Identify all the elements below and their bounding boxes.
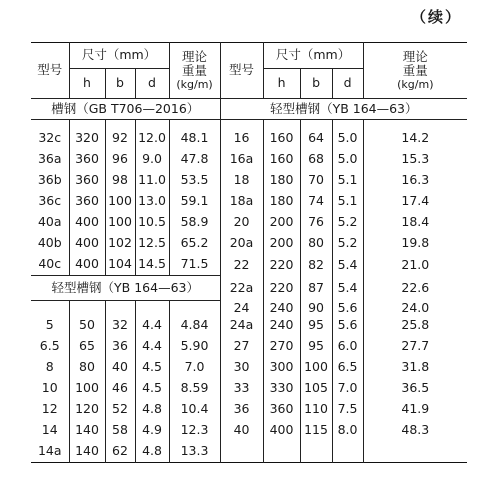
- section-title-left: 槽钢（GB T706—2016）: [31, 99, 220, 120]
- spacer-cell: [363, 120, 467, 129]
- spacer-cell: [220, 441, 263, 463]
- cell-weight: 41.9: [363, 399, 467, 420]
- table-row: [31, 441, 467, 463]
- section-title-right: 轻型槽钢（YB 164—63）: [220, 99, 467, 120]
- cell-h: 360: [69, 149, 105, 170]
- table-row: [31, 212, 467, 233]
- cell-model: 24: [220, 301, 263, 315]
- cell-h: 200: [263, 233, 300, 254]
- cell-weight: 13.3: [169, 441, 220, 463]
- cell-weight: 21.0: [363, 254, 467, 276]
- cell-weight: 27.7: [363, 336, 467, 357]
- cell-h: 240: [263, 315, 300, 336]
- table-row: [31, 301, 467, 315]
- cell-weight: 48.1: [169, 128, 220, 149]
- cell-model: 22: [220, 254, 263, 276]
- cell-model: 18: [220, 170, 263, 191]
- cell-weight: 71.5: [169, 254, 220, 276]
- cell-d: 5.4: [332, 254, 363, 276]
- cell-model: 36a: [37, 151, 62, 167]
- cell-d: 12.0: [135, 128, 169, 149]
- cell-model: 16: [220, 128, 263, 149]
- table-row: [31, 315, 467, 336]
- cell-model: 10: [41, 380, 58, 396]
- cell-b: 68: [300, 149, 332, 170]
- cell-b: 100: [105, 191, 135, 212]
- cell-model: 32c: [38, 130, 62, 146]
- cell-d: 5.6: [332, 301, 363, 315]
- header-size: 尺寸（mm）: [69, 43, 169, 69]
- table-row: [31, 336, 467, 357]
- cell-weight: 17.4: [363, 191, 467, 212]
- cell-weight: 5.90: [169, 336, 220, 357]
- cell-b: 74: [300, 191, 332, 212]
- table-row: [31, 378, 467, 399]
- table-row: [31, 120, 467, 129]
- spacer-cell: [300, 120, 332, 129]
- cell-model: 5: [45, 317, 54, 333]
- spacer-cell: [332, 441, 363, 463]
- cell-model: 30: [220, 357, 263, 378]
- cell-b: 32: [105, 315, 135, 336]
- cell-model: 12: [41, 401, 58, 417]
- cell-b: 76: [300, 212, 332, 233]
- cell-h: 360: [263, 399, 300, 420]
- cell-weight: 22.6: [363, 276, 467, 301]
- cell-model: 33: [220, 378, 263, 399]
- spacer-cell: [169, 120, 220, 129]
- cell-h: 50: [69, 315, 105, 336]
- header-size-right: 尺寸（mm）: [263, 43, 363, 69]
- cell-h: 400: [69, 233, 105, 254]
- table-row: [31, 149, 467, 170]
- cell-h: 360: [69, 191, 105, 212]
- cell-h: 360: [69, 170, 105, 191]
- cell-b: 95: [300, 336, 332, 357]
- cell-model: 36b: [37, 172, 62, 188]
- cell-model: 18a: [220, 191, 263, 212]
- spacer-cell: [31, 120, 69, 129]
- cell-h: 140: [69, 420, 105, 441]
- cell-b: 58: [105, 420, 135, 441]
- cell-model: 40b: [37, 235, 62, 251]
- cell-b: 64: [300, 128, 332, 149]
- cell-d: 4.5: [135, 357, 169, 378]
- cell-b: 95: [300, 315, 332, 336]
- cell-d: 5.2: [332, 212, 363, 233]
- cell-d: 9.0: [135, 149, 169, 170]
- spacer-cell: [332, 120, 363, 129]
- section-title-row: [31, 99, 467, 120]
- cell-model: 6.5: [39, 338, 60, 354]
- header-weight-line1-right: 理论: [402, 48, 428, 64]
- cell-h: 160: [263, 128, 300, 149]
- cell-model: 20a: [220, 233, 263, 254]
- cell-weight: 65.2: [169, 233, 220, 254]
- cell-b: 110: [300, 399, 332, 420]
- cell-d: 4.8: [135, 399, 169, 420]
- cell-h: 240: [263, 301, 300, 315]
- cell-model: 27: [220, 336, 263, 357]
- cell-weight: 59.1: [169, 191, 220, 212]
- cell-model: 36: [220, 399, 263, 420]
- cell-weight: 31.8: [363, 357, 467, 378]
- header-weight-unit-right: (kg/m): [397, 77, 434, 91]
- table-row: [31, 399, 467, 420]
- cell-model: 40a: [37, 214, 62, 230]
- cell-d: 7.5: [332, 399, 363, 420]
- cell-d: 11.0: [135, 170, 169, 191]
- cell-b: 98: [105, 170, 135, 191]
- cell-b: 82: [300, 254, 332, 276]
- cell-model: 20: [220, 212, 263, 233]
- cell-model: 36c: [38, 193, 62, 209]
- spacer-cell: [300, 441, 332, 463]
- cell-d: 4.4: [135, 315, 169, 336]
- cell-d: 4.9: [135, 420, 169, 441]
- spacer-cell: [220, 120, 263, 129]
- cell-b: 102: [105, 233, 135, 254]
- cell-b: 115: [300, 420, 332, 441]
- cell-model: 14: [41, 422, 58, 438]
- cell-weight: 58.9: [169, 212, 220, 233]
- table-row: [31, 170, 467, 191]
- spacer-cell: [31, 301, 69, 315]
- cell-weight: 19.8: [363, 233, 467, 254]
- header-model-right: 型号: [220, 43, 263, 99]
- spacer-cell: [69, 301, 105, 315]
- cell-b: 80: [300, 233, 332, 254]
- spacer-cell: [135, 120, 169, 129]
- cell-model: 16a: [220, 149, 263, 170]
- cell-h: 80: [69, 357, 105, 378]
- table-row: [31, 191, 467, 212]
- cell-weight: 4.84: [169, 315, 220, 336]
- table-row: [31, 357, 467, 378]
- cell-d: 4.4: [135, 336, 169, 357]
- cell-d: 7.0: [332, 378, 363, 399]
- cell-h: 270: [263, 336, 300, 357]
- table-row: [31, 254, 467, 276]
- section-title-left-2: 轻型槽钢（YB 164—63）: [31, 276, 220, 301]
- cell-b: 90: [300, 301, 332, 315]
- cell-h: 400: [69, 254, 105, 276]
- cell-b: 46: [105, 378, 135, 399]
- cell-weight: 8.59: [169, 378, 220, 399]
- header-weight-line1: 理论: [182, 48, 208, 64]
- cell-b: 40: [105, 357, 135, 378]
- cell-d: 6.0: [332, 336, 363, 357]
- spacer-cell: [105, 120, 135, 129]
- cell-weight: 15.3: [363, 149, 467, 170]
- cell-d: 13.0: [135, 191, 169, 212]
- header-weight-line2: 重量: [182, 63, 208, 79]
- header-b-right: b: [300, 69, 332, 99]
- cell-d: 5.1: [332, 191, 363, 212]
- cell-h: 330: [263, 378, 300, 399]
- cell-h: 65: [69, 336, 105, 357]
- cell-h: 120: [69, 399, 105, 420]
- cell-weight: 10.4: [169, 399, 220, 420]
- cell-weight: 24.0: [363, 301, 467, 315]
- cell-model: 40: [220, 420, 263, 441]
- cell-h: 220: [263, 276, 300, 301]
- cell-b: 96: [105, 149, 135, 170]
- cell-d: 5.4: [332, 276, 363, 301]
- header-weight-line2-right: 重量: [402, 63, 428, 79]
- cell-weight: 7.0: [169, 357, 220, 378]
- spacer-cell: [263, 120, 300, 129]
- spacer-cell: [263, 441, 300, 463]
- cell-weight: 47.8: [169, 149, 220, 170]
- table-row: [31, 233, 467, 254]
- spacer-cell: [169, 301, 220, 315]
- cell-b: 104: [105, 254, 135, 276]
- cell-b: 87: [300, 276, 332, 301]
- cell-d: 5.0: [332, 128, 363, 149]
- cell-h: 320: [69, 128, 105, 149]
- continued-label: （续）: [410, 8, 462, 26]
- header-d: d: [135, 69, 169, 99]
- cell-weight: 16.3: [363, 170, 467, 191]
- cell-model: 40c: [38, 256, 62, 272]
- cell-d: 8.0: [332, 420, 363, 441]
- cell-d: 5.2: [332, 233, 363, 254]
- cell-d: 5.0: [332, 149, 363, 170]
- cell-d: 5.6: [332, 315, 363, 336]
- channel-steel-table: [31, 42, 467, 463]
- spacer-cell: [69, 120, 105, 129]
- cell-b: 52: [105, 399, 135, 420]
- cell-b: 92: [105, 128, 135, 149]
- header-weight: [169, 43, 220, 99]
- cell-weight: 36.5: [363, 378, 467, 399]
- cell-b: 62: [105, 441, 135, 463]
- cell-model: 22a: [220, 276, 263, 301]
- spacer-cell: [105, 301, 135, 315]
- cell-d: 12.5: [135, 233, 169, 254]
- cell-weight: 18.4: [363, 212, 467, 233]
- cell-h: 140: [69, 441, 105, 463]
- cell-d: 6.5: [332, 357, 363, 378]
- cell-b: 70: [300, 170, 332, 191]
- header-weight-right: [363, 43, 467, 99]
- cell-b: 36: [105, 336, 135, 357]
- cell-model: 8: [45, 359, 54, 375]
- header-h-right: h: [263, 69, 300, 99]
- cell-h: 400: [69, 212, 105, 233]
- cell-h: 160: [263, 149, 300, 170]
- header-d-right: d: [332, 69, 363, 99]
- cell-d: 5.1: [332, 170, 363, 191]
- cell-h: 200: [263, 212, 300, 233]
- cell-h: 300: [263, 357, 300, 378]
- cell-h: 100: [69, 378, 105, 399]
- cell-weight: 12.3: [169, 420, 220, 441]
- spacer-cell: [363, 441, 467, 463]
- cell-weight: 25.8: [363, 315, 467, 336]
- spacer-cell: [135, 301, 169, 315]
- cell-h: 220: [263, 254, 300, 276]
- cell-b: 100: [300, 357, 332, 378]
- cell-b: 100: [105, 212, 135, 233]
- table-row: [31, 276, 467, 301]
- cell-d: 10.5: [135, 212, 169, 233]
- cell-model: 24a: [220, 315, 263, 336]
- cell-d: 4.8: [135, 441, 169, 463]
- cell-weight: 53.5: [169, 170, 220, 191]
- cell-d: 4.5: [135, 378, 169, 399]
- cell-b: 105: [300, 378, 332, 399]
- cell-weight: 14.2: [363, 128, 467, 149]
- header-row-1: [31, 43, 467, 69]
- header-weight-unit: (kg/m): [176, 77, 213, 91]
- table-row: [31, 420, 467, 441]
- header-b: b: [105, 69, 135, 99]
- table-row: [31, 128, 467, 149]
- cell-h: 400: [263, 420, 300, 441]
- header-model: 型号: [31, 43, 69, 99]
- cell-d: 14.5: [135, 254, 169, 276]
- cell-weight: 48.3: [363, 420, 467, 441]
- cell-h: 180: [263, 191, 300, 212]
- cell-model: 14a: [37, 443, 62, 459]
- cell-h: 180: [263, 170, 300, 191]
- header-h: h: [69, 69, 105, 99]
